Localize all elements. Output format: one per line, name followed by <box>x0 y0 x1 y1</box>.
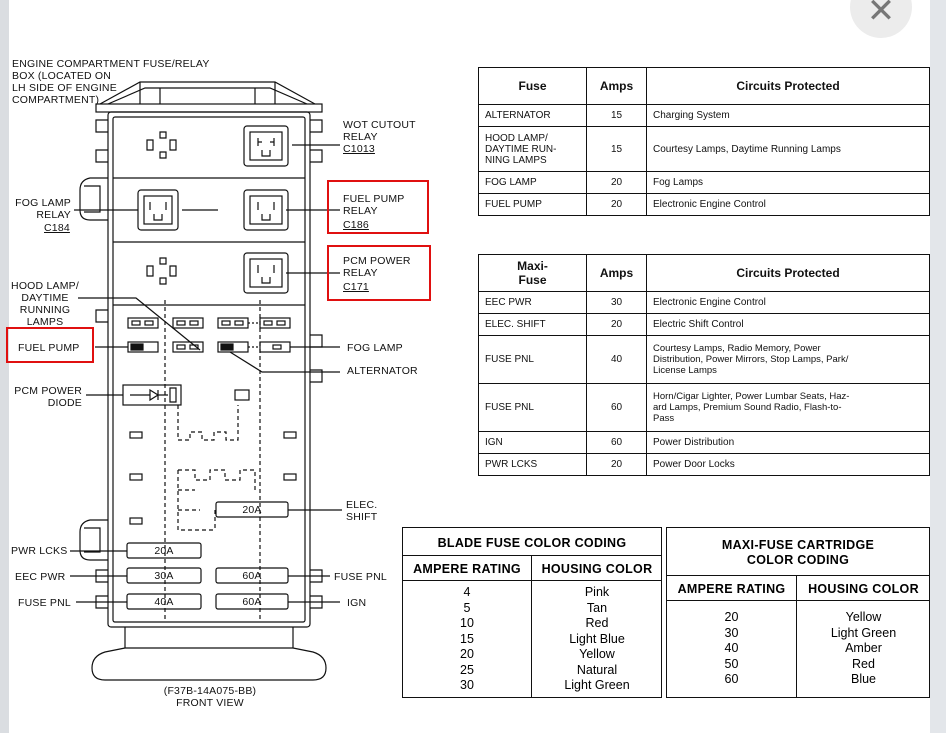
circuits-cell: Courtesy Lamps, Daytime Running Lamps <box>647 127 930 172</box>
blade-colors-list: Pink Tan Red Light Blue Yellow Natural Light Green <box>564 585 630 692</box>
box-location-title: ENGINE COMPARTMENT FUSE/RELAY BOX (LOCATED ON LH SIDE OF ENGINE COMPARTMENT) <box>12 58 210 106</box>
amps-cell: 40 <box>587 336 647 384</box>
fuel-pump-relay-label: FUEL PUMP RELAY <box>343 193 405 217</box>
circuits-cell: Power Door Locks <box>647 454 930 476</box>
circuits-cell: Horn/Cigar Lighter, Power Lumbar Seats, Haz- ard Lamps, Premium Sound Radio, Flash-to- Pass <box>647 384 930 432</box>
fuse-table-header: Fuse <box>479 68 587 105</box>
fuse-name-cell: FUSE PNL <box>479 336 587 384</box>
diagram-caption: (F37B-14A075-BB) FRONT VIEW <box>163 685 257 709</box>
circuits-cell: Fog Lamps <box>647 172 930 194</box>
maxi-coding-title: MAXI-FUSE CARTRIDGE COLOR CODING <box>721 538 875 567</box>
maxi-col-color-header: HOUSING COLOR <box>808 582 919 596</box>
box-base <box>92 648 326 680</box>
fog-lamp-relay-label: FOG LAMP RELAY <box>15 197 71 221</box>
alternator-label: ALTERNATOR <box>347 365 418 377</box>
amps-cell: 15 <box>587 105 647 127</box>
fuse-name-cell: FUSE PNL <box>479 384 587 432</box>
amps-cell: 20 <box>587 172 647 194</box>
eec-pwr-label: EEC PWR <box>15 571 66 583</box>
fuse-name-cell: HOOD LAMP/ DAYTIME RUN- NING LAMPS <box>479 127 587 172</box>
amps-cell: 60 <box>587 384 647 432</box>
fuel-pump-label: FUEL PUMP <box>18 342 80 354</box>
amps-cell: 30 <box>587 292 647 314</box>
pcm-power-connector: C171 <box>343 281 369 293</box>
table-row <box>479 172 930 194</box>
circuits-cell: Power Distribution <box>647 432 930 454</box>
wot-cutout-relay-label: WOT CUTOUT RELAY <box>343 119 416 143</box>
table-row <box>479 105 930 127</box>
fuse-name-cell: IGN <box>479 432 587 454</box>
circuits-cell: Courtesy Lamps, Radio Memory, Power Distribution, Power Mirrors, Stop Lamps, Park/ License Lamps <box>647 336 930 384</box>
fuse-value-elec-shift: 20A <box>242 504 262 516</box>
close-icon[interactable]: ✕ <box>850 0 912 38</box>
blade-col-color-header: HOUSING COLOR <box>541 562 653 576</box>
fuse-value-fuse-pnl-right: 60A <box>242 570 262 582</box>
circuits-cell: Charging System <box>647 105 930 127</box>
table-row <box>479 292 930 314</box>
pcm-power-relay-label: PCM POWER RELAY <box>343 255 411 279</box>
ign-label: IGN <box>347 597 367 609</box>
amps-cell: 20 <box>587 314 647 336</box>
table-row <box>479 194 930 216</box>
fuse-name-cell: PWR LCKS <box>479 454 587 476</box>
fuse-pnl-left-label: FUSE PNL <box>18 597 71 609</box>
wot-cutout-connector: C1013 <box>343 143 375 155</box>
amps-cell: 20 <box>587 194 647 216</box>
table-row <box>479 336 930 384</box>
elec-shift-label: ELEC. SHIFT <box>346 499 378 523</box>
highlight-fuel-pump-fuse <box>6 327 94 363</box>
fuse-value-fuse-pnl-left: 40A <box>154 596 174 608</box>
table-row <box>479 454 930 476</box>
blade-fuse-color-coding <box>402 527 662 698</box>
table-row <box>479 432 930 454</box>
highlight-fuel-pump-relay <box>327 180 429 234</box>
fuse-value-eec-pwr: 30A <box>154 570 174 582</box>
circuits-cell: Electronic Engine Control <box>647 292 930 314</box>
blade-coding-title: BLADE FUSE COLOR CODING <box>437 536 627 550</box>
fuse-name-cell: FUEL PUMP <box>479 194 587 216</box>
amps-cell: 60 <box>587 432 647 454</box>
table-row <box>479 384 930 432</box>
fog-lamp-connector: C184 <box>44 222 70 234</box>
amps-cell: 15 <box>587 127 647 172</box>
maxi-col-ampere-header: AMPERE RATING <box>677 582 786 596</box>
fuse-value-ign: 60A <box>242 596 262 608</box>
hood-lamp-label: HOOD LAMP/ DAYTIME RUNNING LAMPS <box>11 280 79 328</box>
blade-col-ampere-header: AMPERE RATING <box>413 562 521 576</box>
pcm-power-diode-label: PCM POWER DIODE <box>14 385 82 409</box>
fuse-table-header: Circuits Protected <box>647 68 930 105</box>
maxi-ratings-list: 20 30 40 50 60 <box>724 610 739 686</box>
blade-ratings-list: 4 5 10 15 20 25 30 <box>460 585 474 692</box>
fuse-pnl-right-label: FUSE PNL <box>334 571 387 583</box>
highlight-pcm-power-relay <box>327 245 431 301</box>
pwr-lcks-label: PWR LCKS <box>11 545 68 557</box>
maxi-fuse-table <box>478 254 930 476</box>
maxi-table-header: Amps <box>587 255 647 292</box>
fuse-table-header: Amps <box>587 68 647 105</box>
fog-lamp-label: FOG LAMP <box>347 342 403 354</box>
fuse-table <box>478 67 930 216</box>
circuits-cell: Electronic Engine Control <box>647 194 930 216</box>
fuse-name-cell: ALTERNATOR <box>479 105 587 127</box>
amps-cell: 20 <box>587 454 647 476</box>
maxi-table-header: Maxi- Fuse <box>479 255 587 292</box>
maxi-fuse-color-coding <box>666 527 930 698</box>
table-row <box>479 127 930 172</box>
maxi-table-header: Circuits Protected <box>647 255 930 292</box>
table-row <box>479 314 930 336</box>
fuse-name-cell: FOG LAMP <box>479 172 587 194</box>
fuse-name-cell: EEC PWR <box>479 292 587 314</box>
fuse-value-pwr-lcks: 20A <box>154 545 174 557</box>
maxi-colors-list: Yellow Light Green Amber Red Blue <box>830 610 897 686</box>
fuel-pump-connector: C186 <box>343 219 369 231</box>
circuits-cell: Electric Shift Control <box>647 314 930 336</box>
fuse-name-cell: ELEC. SHIFT <box>479 314 587 336</box>
